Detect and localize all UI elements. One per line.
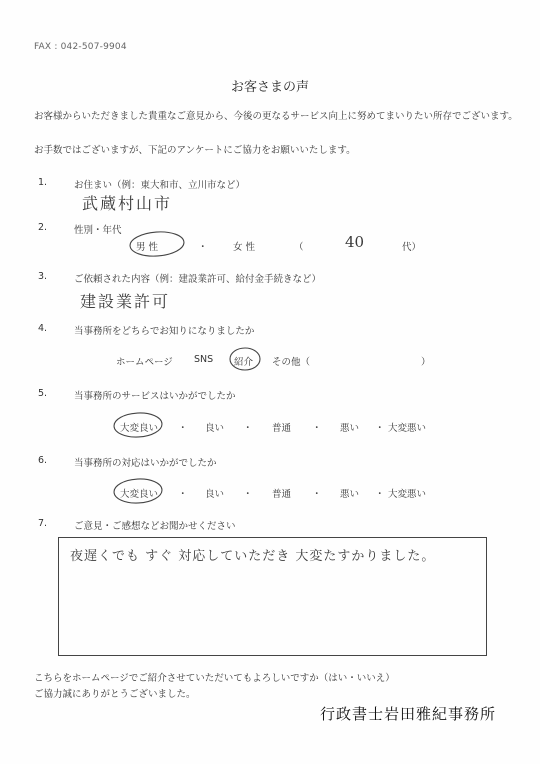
q7-number: 7. [38, 518, 48, 529]
q6-option-bad: 悪い [340, 489, 360, 500]
q6-number: 6. [38, 455, 48, 466]
office-name: 行政書士岩田雅紀事務所 [320, 705, 497, 723]
q4-option-other-close: ） [421, 357, 431, 368]
q7-handwritten-comment: 夜遅くでも すぐ 対応していただき 大変たすかりました。 [70, 549, 436, 564]
q6-sep-1: ・ [178, 489, 188, 500]
q5-number: 5. [38, 388, 48, 399]
q5-question: 当事務所のサービスはいかがでしたか [74, 391, 236, 402]
q4-option-homepage: ホームページ [116, 357, 173, 368]
page-title: お客さまの声 [230, 80, 309, 95]
q2-option-female: 女 性 [233, 242, 256, 253]
q2-paren-open: （ [294, 242, 304, 253]
q2-question: 性別・年代 [74, 225, 122, 236]
thank-you-note: ご協力誠にありがとうございました。 [34, 689, 196, 700]
q6-sep-3: ・ [312, 489, 322, 500]
q6-option-very-good: 大変良い [120, 489, 159, 500]
q5-option-bad: 悪い [340, 423, 360, 434]
publish-consent-question: こちらをホームページでご紹介させていただいてもよろしいですか（はい・いいえ） [34, 673, 395, 684]
q4-option-other: その他（ [272, 357, 311, 368]
fax-number: FAX : 042-507-9904 [34, 42, 127, 52]
q5-sep-1: ・ [178, 423, 188, 434]
q5-sep-3: ・ [312, 423, 322, 434]
q1-handwritten-answer: 武蔵村山市 [82, 194, 173, 213]
q5-option-very-bad: 大変悪い [388, 423, 427, 434]
q4-option-sns: SNS [194, 354, 214, 365]
q3-question: ご依頼された内容（例：建設業許可、給付金手続きなど） [74, 274, 322, 285]
q6-option-average: 普通 [272, 489, 292, 500]
q2-paren-close: 代） [402, 242, 422, 253]
q4-number: 4. [38, 323, 48, 334]
q5-option-very-good: 大変良い [120, 423, 159, 434]
q2-handwritten-age: 40 [345, 233, 365, 251]
q1-number: 1. [38, 177, 48, 188]
q4-option-referral: 紹介 [234, 357, 254, 368]
q5-sep-4: ・ [375, 423, 385, 434]
q6-sep-2: ・ [243, 489, 253, 500]
intro-line-2: お手数ではございますが、下記のアンケートにご協力をお願いいたします。 [34, 145, 356, 156]
q2-separator: ・ [198, 242, 208, 253]
q5-option-good: 良い [205, 423, 225, 434]
q6-sep-4: ・ [375, 489, 385, 500]
q3-handwritten-answer: 建設業許可 [80, 292, 171, 311]
q6-option-good: 良い [205, 489, 225, 500]
q5-sep-2: ・ [243, 423, 253, 434]
q5-option-average: 普通 [272, 423, 292, 434]
q7-question: ご意見・ご感想などお聞かせください [74, 521, 236, 532]
intro-line-1: お客様からいただきました貴重なご意見から、今後の更なるサービス向上に努めてまいりたい所存でございます。 [34, 111, 518, 122]
q4-question: 当事務所をどちらでお知りになりましたか [74, 326, 255, 337]
q6-question: 当事務所の対応はいかがでしたか [74, 458, 217, 469]
q2-option-male: 男 性 [136, 242, 159, 253]
q2-number: 2. [38, 222, 48, 233]
q1-question: お住まい（例：東大和市、立川市など） [74, 180, 246, 191]
q3-number: 3. [38, 271, 48, 282]
q6-option-very-bad: 大変悪い [388, 489, 427, 500]
